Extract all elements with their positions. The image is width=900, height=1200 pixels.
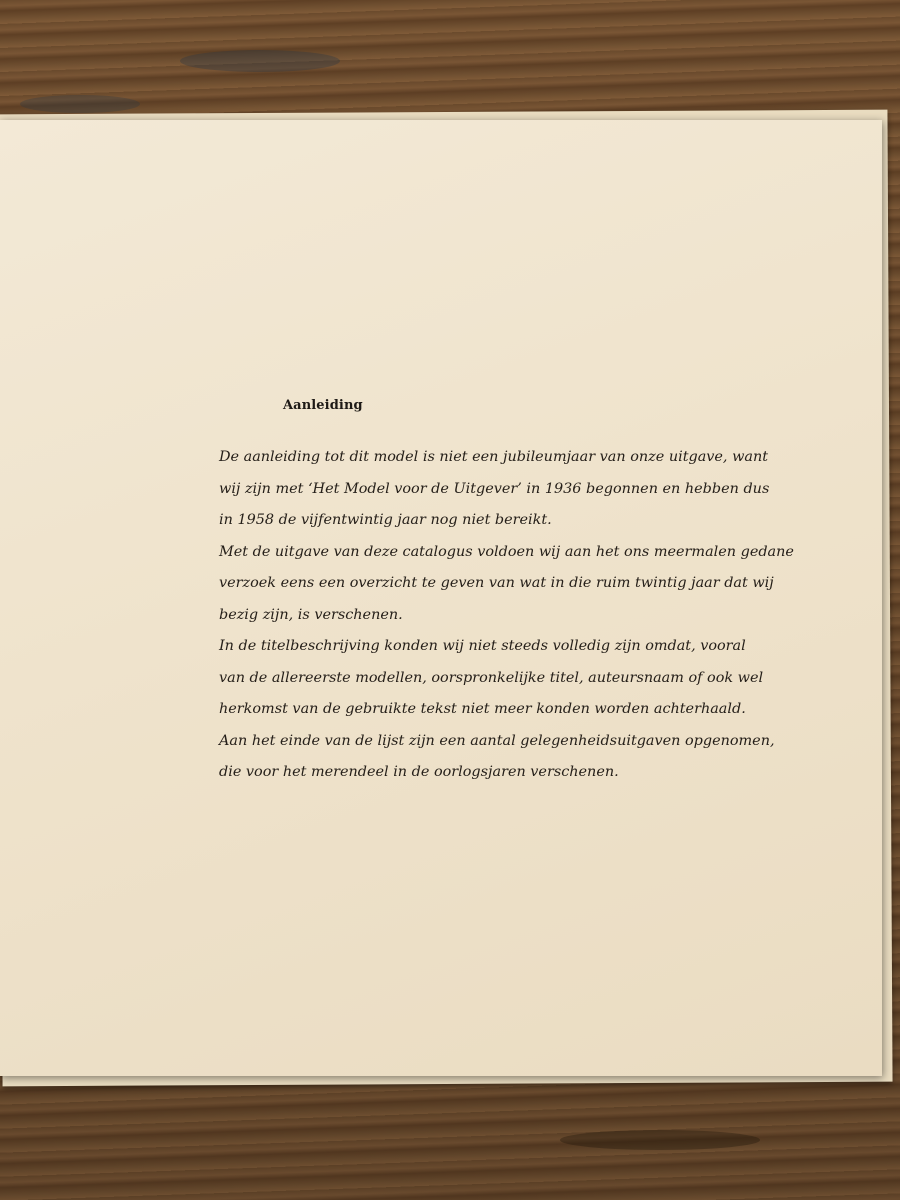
text-line: in 1958 de vijfentwintig jaar nog niet bereikt. — [219, 512, 552, 528]
text-line: In de titelbeschrijving konden wij niet steeds volledig zijn omdat, vooral — [219, 638, 746, 654]
page — [0, 120, 882, 1076]
page-heading: Aanleiding — [283, 398, 363, 413]
text-line: De aanleiding tot dit model is niet een jubileumjaar van onze uitgave, want — [219, 449, 769, 465]
wood-grain-mark — [180, 50, 340, 72]
text-line: verzoek eens een overzicht te geven van wat in die ruim twintig jaar dat wij — [219, 575, 774, 591]
text-line: Aan het einde van de lijst zijn een aantal gelegenheidsuitgaven opgenomen, — [219, 732, 775, 749]
text-line: bezig zijn, is verschenen. — [219, 606, 403, 623]
body-paragraph — [219, 442, 819, 789]
text-line: wij zijn met ‘Het Model voor de Uitgever’ in 1936 begonnen en hebben dus — [219, 480, 770, 497]
wood-grain-mark — [20, 95, 140, 113]
text-line: herkomst van de gebruikte tekst niet meer konden worden achterhaald. — [219, 701, 746, 717]
text-line: Met de uitgave van deze catalogus voldoen wij aan het ons meermalen gedane — [219, 543, 794, 560]
text-line: van de allereerste modellen, oorspronkelijke titel, auteursnaam of ook wel — [219, 669, 764, 686]
wood-grain-mark — [560, 1130, 760, 1150]
text-line: die voor het merendeel in de oorlogsjaren verschenen. — [219, 764, 619, 780]
